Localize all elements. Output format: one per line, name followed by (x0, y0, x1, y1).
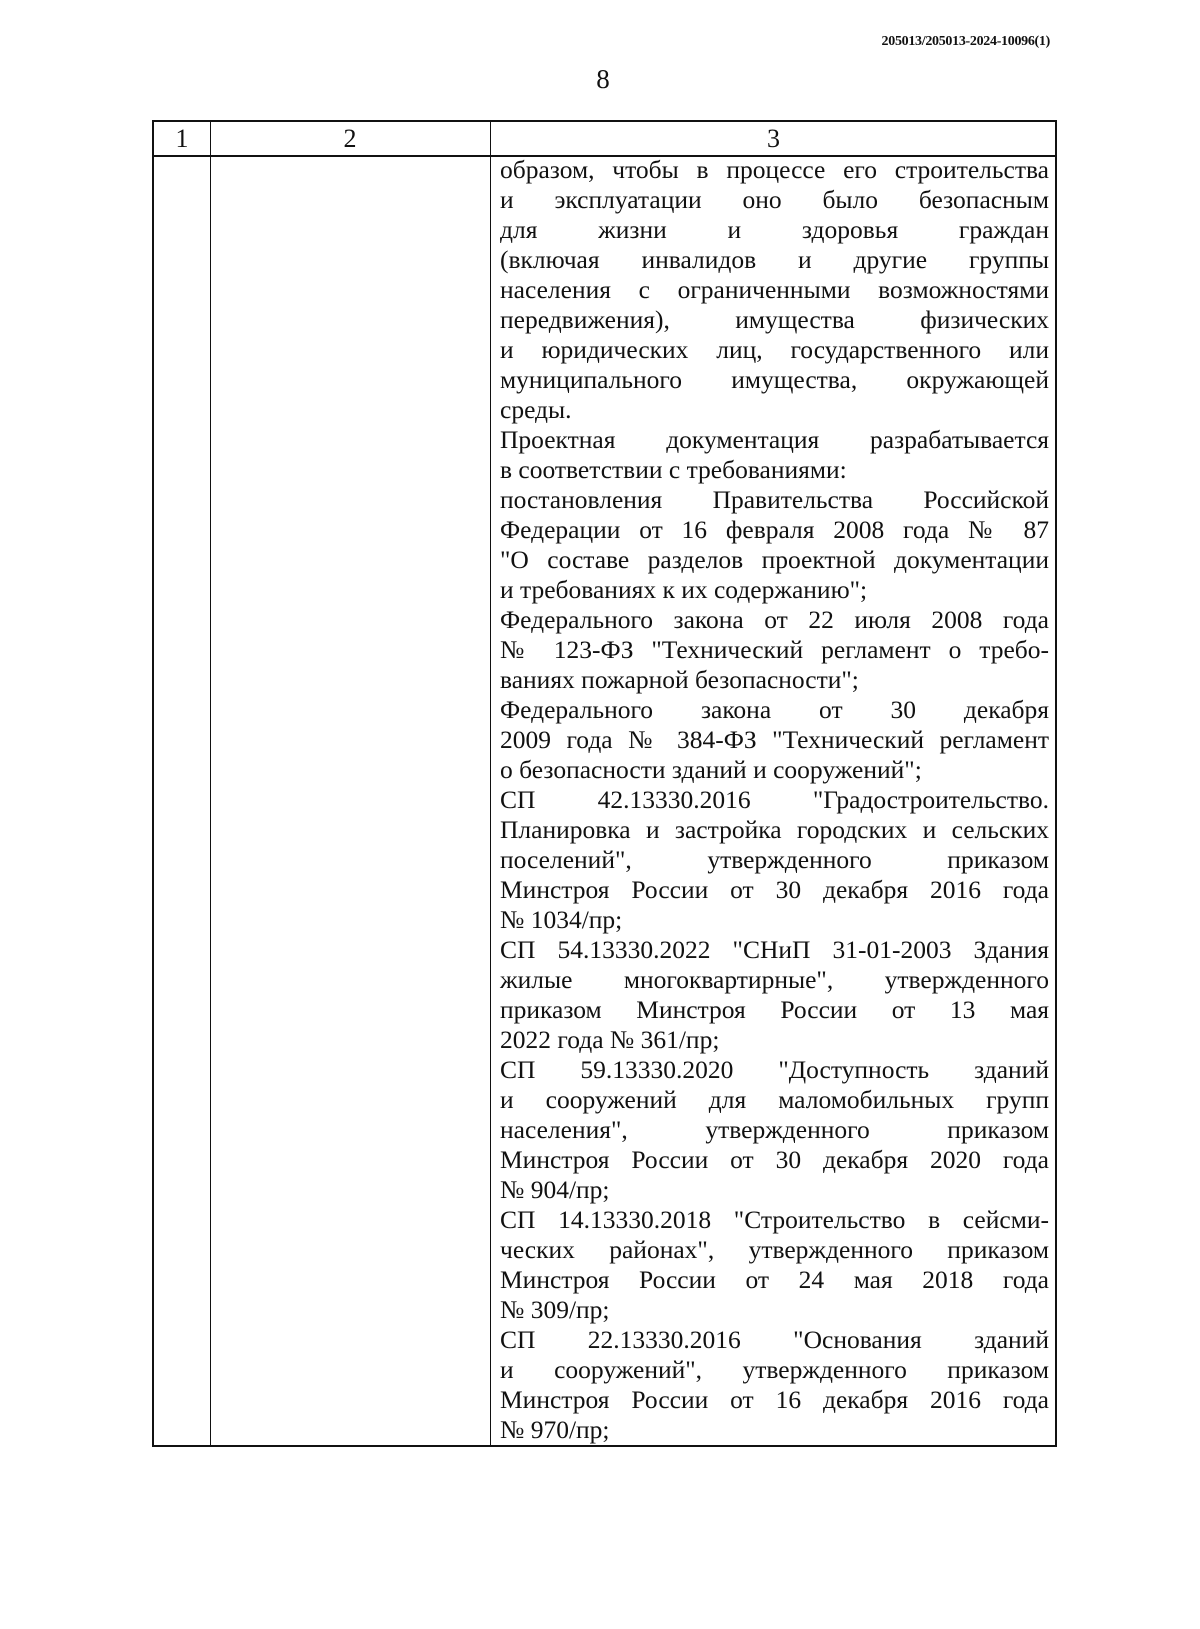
text-line: о безопасности зданий и сооружений"; (500, 755, 922, 784)
paragraph (500, 1055, 1049, 1205)
text-line: поселений", утвержденного приказом (500, 845, 1049, 874)
paragraph (500, 695, 1049, 785)
text-line: 2009 года № 384-ФЗ "Технический регламент (500, 725, 1049, 754)
text-line: СП 42.13330.2016 "Градостроительство. (500, 785, 1049, 814)
text-line: СП 54.13330.2022 "СНиП 31-01-2003 Здания (500, 935, 1049, 964)
text-line: и эксплуатации оно было безопасным (500, 185, 1049, 214)
text-line: муниципального имущества, окружающей (500, 365, 1049, 394)
text-line: для жизни и здоровья граждан (500, 215, 1049, 244)
paragraph (500, 605, 1049, 695)
text-line: ческих районах", утвержденного приказом (500, 1235, 1049, 1264)
paragraph (500, 1325, 1049, 1445)
text-line: Минстроя России от 16 декабря 2016 года (500, 1385, 1049, 1414)
text-line: Минстроя России от 30 декабря 2016 года (500, 875, 1049, 904)
column-3-text (500, 155, 1049, 1445)
text-line: приказом Минстроя России от 13 мая (500, 995, 1049, 1024)
column-divider (210, 122, 211, 1445)
column-header-1: 1 (175, 124, 189, 153)
text-line: № 309/пр; (500, 1295, 610, 1324)
text-line: постановления Правительства Российской (500, 485, 1049, 514)
text-line: населения", утвержденного приказом (500, 1115, 1049, 1144)
text-line: Федерации от 16 февраля 2008 года № 87 (500, 515, 1049, 544)
text-line: 2022 года № 361/пр; (500, 1025, 720, 1054)
text-line: СП 59.13330.2020 "Доступность зданий (500, 1055, 1049, 1084)
text-line: и юридических лиц, государственного или (500, 335, 1049, 364)
paragraph (500, 935, 1049, 1055)
paragraph (500, 1205, 1049, 1325)
paragraph (500, 425, 1049, 485)
text-line: Минстроя России от 30 декабря 2020 года (500, 1145, 1049, 1174)
paragraph (500, 155, 1049, 425)
text-line: № 1034/пр; (500, 905, 623, 934)
text-line: СП 14.13330.2018 "Строительство в сейсми- (500, 1205, 1049, 1234)
paragraph (500, 785, 1049, 935)
column-header-3: 3 (767, 124, 780, 153)
text-line: передвижения), имущества физических (500, 305, 1049, 334)
text-line: № 123-ФЗ "Технический регламент о требо- (500, 635, 1049, 664)
requirements-table (152, 120, 1057, 1447)
column-divider (490, 122, 491, 1445)
text-line: и сооружений", утвержденного приказом (500, 1355, 1049, 1384)
text-line: СП 22.13330.2016 "Основания зданий (500, 1325, 1049, 1354)
text-line: Федерального закона от 30 декабря (500, 695, 1049, 724)
text-line: населения с ограниченными возможностями (500, 275, 1049, 304)
text-line: ваниях пожарной безопасности"; (500, 665, 859, 694)
text-line: Планировка и застройка городских и сельских (500, 815, 1049, 844)
text-line: "О составе разделов проектной документации (500, 545, 1049, 574)
text-line: и сооружений для маломобильных групп (500, 1085, 1049, 1114)
text-line: Федерального закона от 22 июля 2008 года (500, 605, 1049, 634)
text-line: (включая инвалидов и другие группы (500, 245, 1049, 274)
text-line: и требованиях к их содержанию"; (500, 575, 868, 604)
text-line: образом, чтобы в процессе его строительства (500, 155, 1049, 184)
text-line: № 970/пр; (500, 1415, 610, 1444)
text-line: Проектная документация разрабатывается (500, 425, 1049, 454)
text-line: жилые многоквартирные", утвержденного (500, 965, 1049, 994)
paragraph (500, 485, 1049, 605)
text-line: среды. (500, 395, 572, 424)
column-header-2: 2 (343, 124, 357, 153)
text-line: № 904/пр; (500, 1175, 610, 1204)
text-line: в соответствии с требованиями: (500, 455, 847, 484)
text-line: Минстроя России от 24 мая 2018 года (500, 1265, 1049, 1294)
page-number: 8 (596, 64, 610, 94)
document-number: 205013/205013-2024-10096(1) (881, 34, 1050, 49)
